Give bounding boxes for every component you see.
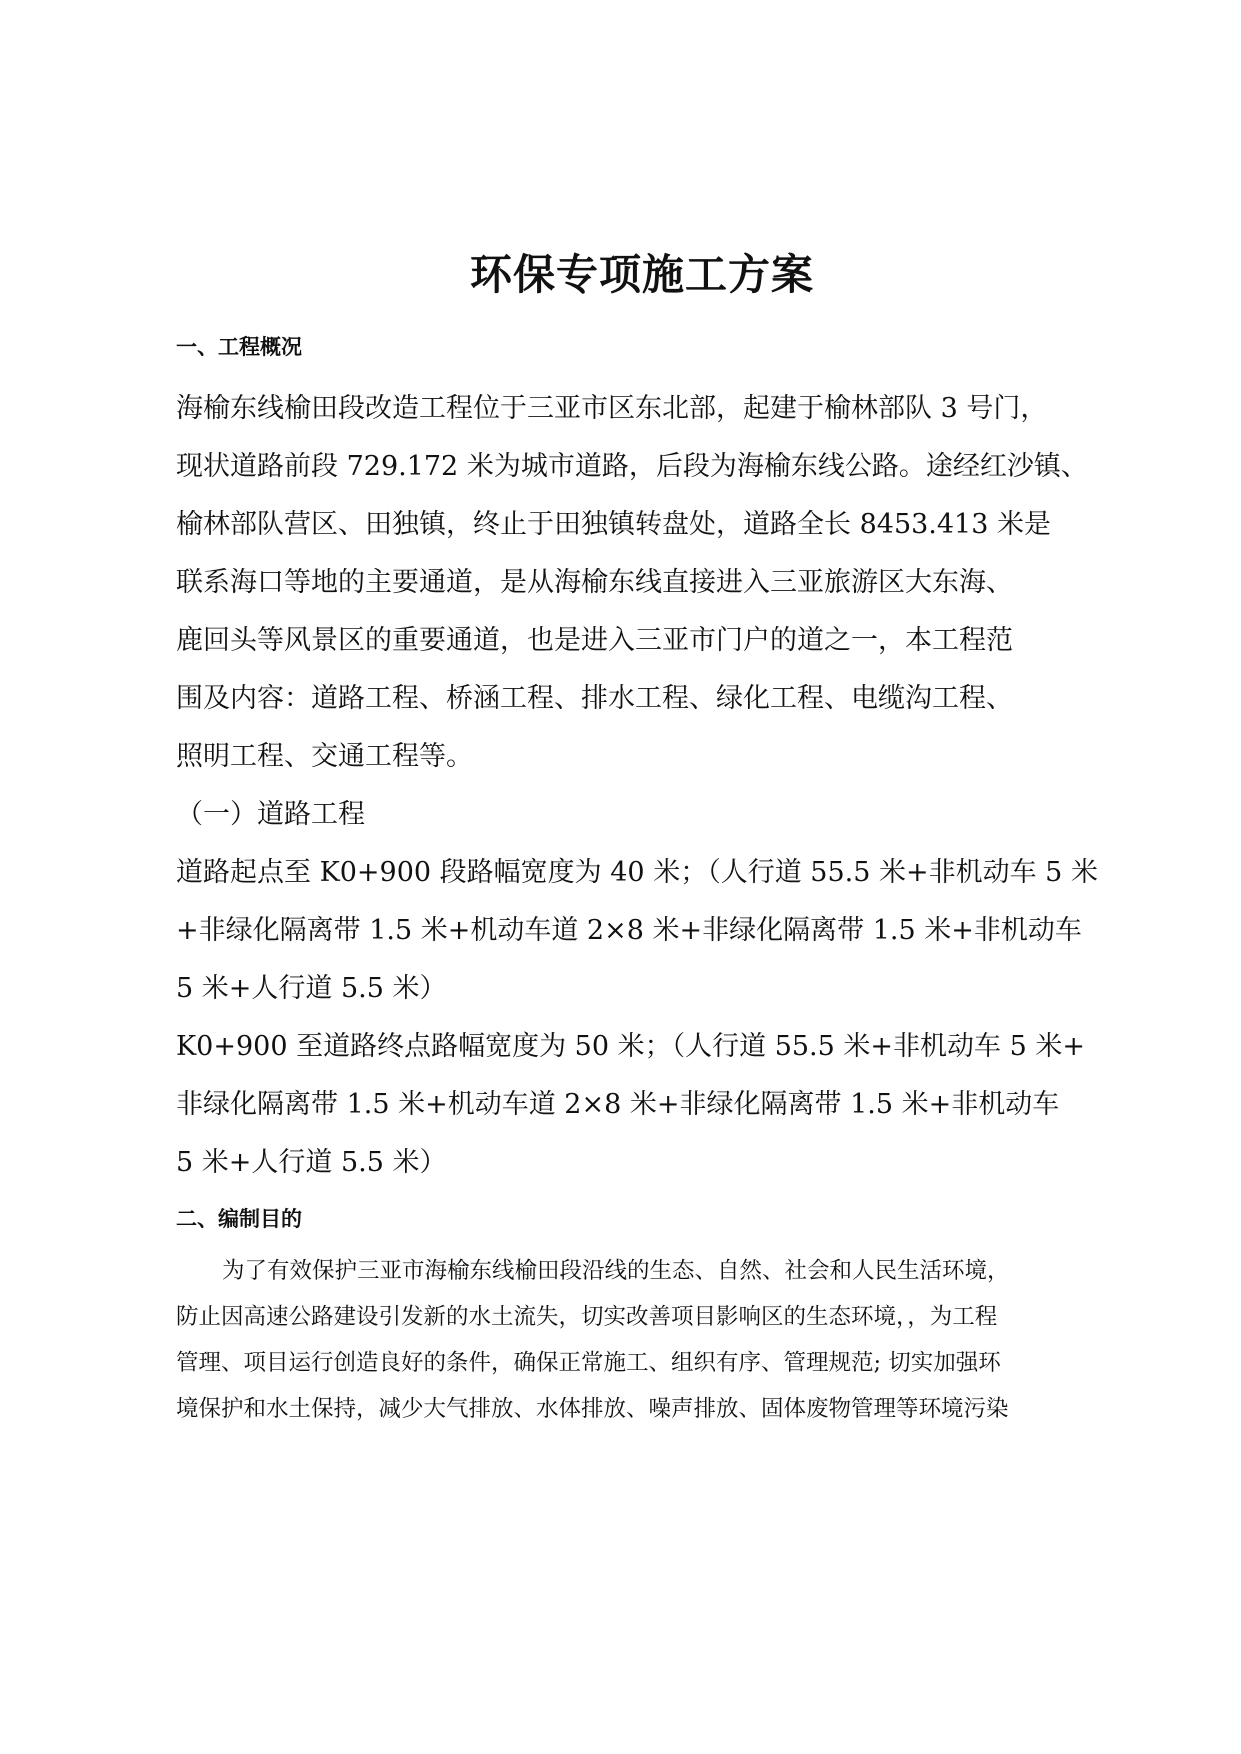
- document-body: [176, 246, 1098, 1432]
- subsection-heading-road-works: （一）道路工程: [176, 799, 365, 830]
- road-spec-line: +非绿化隔离带 1.5 米+机动车道 2×8 米+非绿化隔离带 1.5 米+非机动车: [176, 915, 1082, 946]
- road-spec-line: 5 米+人行道 5.5 米）: [176, 973, 447, 1004]
- overview-line: 照明工程、交通工程等。: [176, 741, 473, 772]
- road-spec-line: 道路起点至 K0+900 段路幅宽度为 40 米；（人行道 55.5 米+非机动车 5 米: [176, 857, 1098, 888]
- overview-paragraph: [176, 380, 1088, 786]
- road-spec-line: 5 米+人行道 5.5 米）: [176, 1147, 447, 1178]
- section-heading-overview: 一、工程概况: [176, 335, 302, 359]
- purpose-line: 境保护和水土保持，减少大气排放、水体排放、噪声排放、固体废物管理等环境污染: [176, 1396, 1009, 1422]
- overview-line: 海榆东线榆田段改造工程位于三亚市区东北部，起建于榆林部队 3 号门，: [176, 393, 1048, 424]
- section-heading-purpose: 二、编制目的: [176, 1207, 302, 1231]
- road-spec-line: 非绿化隔离带 1.5 米+机动车道 2×8 米+非绿化隔离带 1.5 米+非机动车: [176, 1089, 1060, 1120]
- overview-line: 榆林部队营区、田独镇，终止于田独镇转盘处，道路全长 8453.413 米是: [176, 509, 1051, 540]
- overview-line: 现状道路前段 729.172 米为城市道路，后段为海榆东线公路。途经红沙镇、: [176, 451, 1088, 482]
- road-spec-line: K0+900 至道路终点路幅宽度为 50 米；（人行道 55.5 米+非机动车 5 米+: [176, 1031, 1085, 1062]
- road-spec-paragraph-2: [176, 1018, 1088, 1192]
- purpose-line: 为了有效保护三亚市海榆东线榆田段沿线的生态、自然、社会和人民生活环境，: [222, 1258, 1010, 1284]
- road-spec-paragraph-1: [176, 844, 1098, 1018]
- overview-line: 联系海口等地的主要通道，是从海榆东线直接进入三亚旅游区大东海、: [176, 567, 1013, 598]
- purpose-paragraph: [176, 1248, 1088, 1432]
- document-title: 环保专项施工方案: [469, 250, 814, 299]
- purpose-line: 管理、项目运行创造良好的条件，确保正常施工、组织有序、管理规范; 切实加强环: [176, 1350, 1001, 1376]
- overview-line: 围及内容：道路工程、桥涵工程、排水工程、绿化工程、电缆沟工程、: [176, 683, 1013, 714]
- purpose-line: 防止因高速公路建设引发新的水土流失，切实改善项目影响区的生态环境，，为工程: [176, 1304, 998, 1330]
- overview-line: 鹿回头等风景区的重要通道，也是进入三亚市门户的道之一，本工程范: [176, 625, 1013, 656]
